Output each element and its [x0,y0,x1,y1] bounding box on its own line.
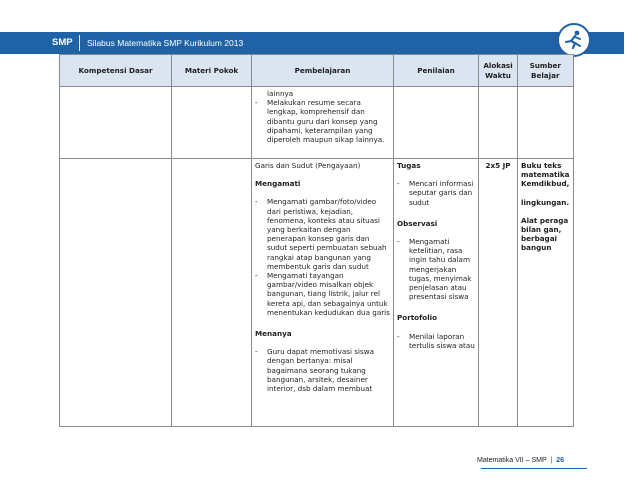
header-sumber [518,55,574,87]
footer-separator: | [550,457,553,464]
header-sumber-line2: Belajar [530,70,560,80]
list-text: Mengamati ketelitian, rasa ingin tahu dalam mengerjakan tugas, menyimak penjelasan atau presentasi siswa [409,237,472,302]
header-pembelajaran: Pembelajaran [252,55,394,87]
list-text: Melakukan resume secara lengkap, komprehensif dan dibantu guru dari konsep yang dipahami, keterampilan yang diperoleh maupun sikap lainnya. [267,98,385,145]
list-item [255,98,390,144]
list-item [397,179,475,207]
row1-sumber [518,87,574,159]
page-header [0,32,638,54]
list-item [397,332,475,350]
header-divider [79,35,80,51]
list-text: Guru dapat memotivasi siswa dengan bertanya: misal bagaimana seorang tukang bangunan, arsitek, desainer interior, dsb dalam membuat [267,347,375,394]
runner-logo-icon [557,23,591,57]
row1-alokasi [479,87,518,159]
list-text: Menilai laporan tertulis siswa atau [409,331,475,350]
header-kompetensi: Kompetensi Dasar [60,55,172,87]
observasi-heading: Observasi [397,218,438,228]
syllabus-table [59,54,574,427]
list-dash: - [255,197,258,207]
list-text: Mengamati gambar/foto/video dari peristiwa, kejadian, fenomena, konteks atau situasi yang berkaitan dengan penerapan konsep garis dan sudut seperti pembuatan sebuah rangkai atap bangunan yang membentuk garis dan sudut [267,197,387,271]
list-dash: - [255,347,258,357]
row1-pembelajaran [252,87,394,159]
header-tag: SMP [52,37,73,48]
header-alokasi-line1: Alokasi [483,61,513,71]
header-sumber-line1: Sumber [529,61,561,71]
list-item [255,89,390,98]
list-dash: - [397,179,400,189]
materi-title: Garis dan Sudut (Pengayaan) [255,161,361,170]
header-alokasi [479,55,518,87]
header-penilaian: Penilaian [394,55,479,87]
table-row [60,87,574,159]
sumber-item: lingkungan. [521,197,570,207]
list-dash: - [397,237,400,247]
list-dash: - [255,271,258,281]
menanya-heading: Menanya [255,329,292,339]
list-item [255,347,390,393]
tugas-heading: Tugas [397,161,421,170]
sumber-item: Buku teks matematika Kemdikbud, [521,161,570,189]
list-text: Mengamati tayangan gambar/video misalkan objek bangunan, tiang listrik, jalur rel kereta api, dan sebagainya untuk menentukan kedudukan dua garis [267,271,390,317]
mengamati-heading: Mengamati [255,179,301,189]
alokasi-value: 2x5 JP [485,161,511,170]
row1-kompetensi [60,87,172,159]
list-text: Mencari informasi seputar garis dan sudut [409,179,474,207]
row2-materi [172,159,252,427]
header-alokasi-line2: Waktu [485,70,511,80]
table-header-row [60,55,574,87]
row2-alokasi [479,159,518,427]
table-row [60,159,574,427]
row2-penilaian [394,159,479,427]
portofolio-heading: Portofolio [397,313,438,323]
list-item [255,271,390,317]
header-materi: Materi Pokok [172,55,252,87]
list-text: lainnya [267,89,294,98]
list-dash: - [397,331,400,341]
page-number: 26 [556,457,565,464]
header-title: Silabus Matematika SMP Kurikulum 2013 [87,38,244,48]
page-footer [477,457,564,464]
footer-text: Matematika VII – SMP [477,457,547,464]
row1-penilaian [394,87,479,159]
row2-pembelajaran [252,159,394,427]
row2-kompetensi [60,159,172,427]
list-dash: - [255,98,258,108]
footer-rule [481,468,587,469]
list-item [397,237,475,301]
row1-materi [172,87,252,159]
list-item [255,197,390,271]
sumber-item: Alat peraga bilan gan, berbagai bangun [521,215,569,253]
row2-sumber [518,159,574,427]
